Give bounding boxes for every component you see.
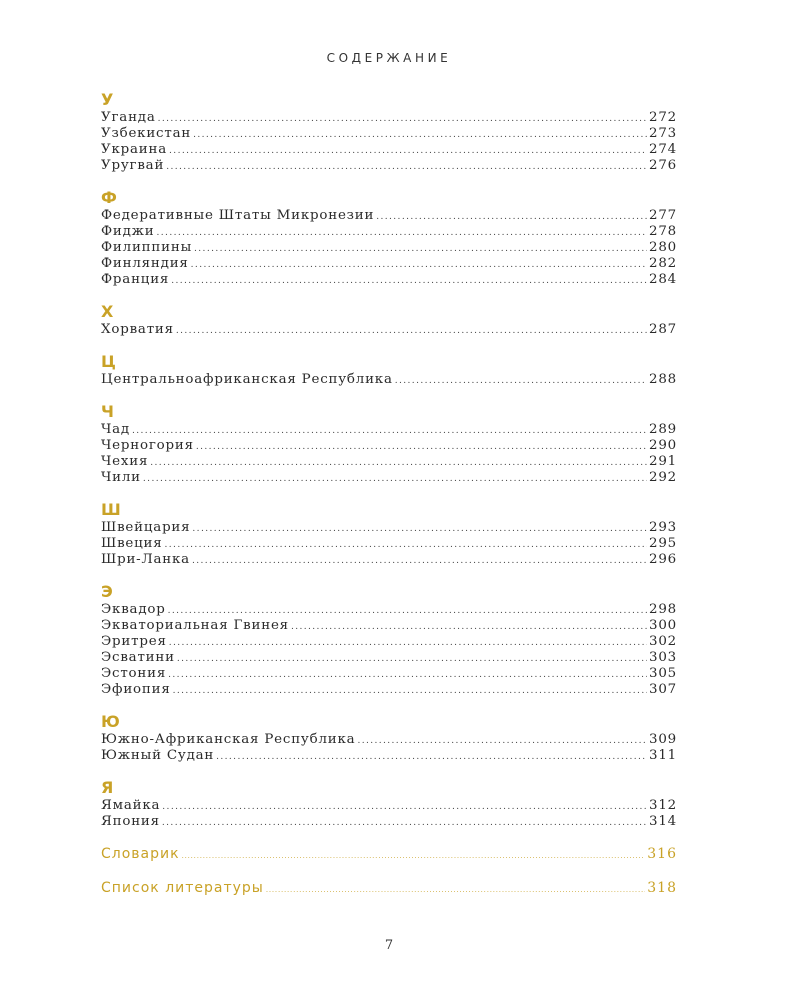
entry-page-number: 284 (649, 272, 677, 287)
toc-entry[interactable] (101, 110, 677, 126)
entry-page-number: 293 (649, 520, 677, 535)
section-letter: Ч (101, 402, 114, 421)
dot-leader (194, 241, 647, 257)
section-letter: Ф (101, 188, 117, 207)
entry-page-number: 273 (649, 126, 677, 141)
entry-page-number: 272 (649, 110, 677, 125)
entry-title: Швеция (101, 536, 163, 551)
entry-page-number: 291 (649, 454, 677, 469)
toc-entry[interactable] (101, 552, 677, 568)
entry-title: Федеративные Штаты Микронезии (101, 208, 375, 223)
toc-section (101, 302, 677, 338)
toc-entry[interactable] (101, 322, 677, 338)
entry-title: Центральноафриканская Республика (101, 372, 393, 387)
dot-leader (165, 537, 648, 553)
entry-page-number: 300 (649, 618, 677, 633)
section-letter: Ц (101, 352, 116, 371)
entry-title: Филиппины (101, 240, 193, 255)
toc-entry[interactable] (101, 650, 677, 666)
dot-leader (192, 521, 647, 537)
toc-entry[interactable] (101, 224, 677, 240)
toc-entry[interactable] (101, 798, 677, 814)
entry-title: Уганда (101, 110, 156, 125)
toc-entry[interactable] (101, 666, 677, 682)
toc-entry[interactable] (101, 256, 677, 272)
entry-title: Черногория (101, 438, 194, 453)
entry-page-number: 295 (649, 536, 677, 551)
entry-page-number: 303 (649, 650, 677, 665)
entry-page-number: 282 (649, 256, 677, 271)
entry-page-number: 318 (647, 880, 677, 896)
entry-title: Эсватини (101, 650, 175, 665)
running-head: СОДЕРЖАНИЕ (326, 51, 452, 65)
toc-section (101, 188, 677, 288)
section-letter: Я (101, 778, 114, 797)
dot-leader (182, 846, 646, 866)
entry-title: Узбекистан (101, 126, 192, 141)
section-letter: Ю (101, 712, 120, 731)
entry-title: Чехия (101, 454, 149, 469)
dot-leader (216, 749, 647, 765)
dot-leader (157, 225, 648, 241)
toc-entry[interactable] (101, 126, 677, 142)
entry-page-number: 305 (649, 666, 677, 681)
entry-page-number: 289 (649, 422, 677, 437)
page-number: 7 (384, 938, 394, 953)
entry-title: Хорватия (101, 322, 174, 337)
dot-leader (376, 209, 647, 225)
entry-page-number: 311 (649, 748, 677, 763)
dot-leader (357, 733, 647, 749)
toc-entry[interactable] (101, 372, 677, 388)
entry-title: Эритрея (101, 634, 167, 649)
entry-title: Эфиопия (101, 682, 171, 697)
dot-leader (169, 635, 647, 651)
toc-extra-entry[interactable] (101, 878, 677, 898)
entry-title: Словарик (101, 846, 180, 862)
toc-entry[interactable] (101, 142, 677, 158)
entry-page-number: 290 (649, 438, 677, 453)
toc-entry[interactable] (101, 240, 677, 256)
toc-entry[interactable] (101, 470, 677, 486)
section-letter: У (101, 90, 114, 109)
toc-extra-section (101, 844, 677, 864)
entry-title: Ямайка (101, 798, 161, 813)
entry-page-number: 307 (649, 682, 677, 697)
entry-page-number: 302 (649, 634, 677, 649)
dot-leader (169, 143, 647, 159)
toc-entry[interactable] (101, 438, 677, 454)
toc-entry[interactable] (101, 536, 677, 552)
entry-title: Финляндия (101, 256, 189, 271)
entry-title: Чад (101, 422, 130, 437)
dot-leader (395, 373, 647, 389)
dot-leader (176, 323, 647, 339)
dot-leader (162, 799, 647, 815)
entry-page-number: 314 (649, 814, 677, 829)
toc-entry[interactable] (101, 732, 677, 748)
entry-title: Уругвай (101, 158, 165, 173)
entry-title: Украина (101, 142, 168, 157)
dot-leader (150, 455, 647, 471)
entry-page-number: 278 (649, 224, 677, 239)
toc-entry[interactable] (101, 602, 677, 618)
dot-leader (192, 553, 647, 569)
entry-page-number: 309 (649, 732, 677, 747)
entry-title: Эстония (101, 666, 167, 681)
entry-page-number: 280 (649, 240, 677, 255)
toc-entry[interactable] (101, 158, 677, 174)
toc-section (101, 90, 677, 174)
toc-entry[interactable] (101, 682, 677, 698)
entry-title: Южно-Африканская Республика (101, 732, 356, 747)
entry-page-number: 312 (649, 798, 677, 813)
toc-entry[interactable] (101, 748, 677, 764)
table-of-contents (101, 90, 677, 912)
entry-title: Список литературы (101, 880, 264, 896)
entry-title: Швейцария (101, 520, 191, 535)
toc-section (101, 500, 677, 568)
entry-page-number: 298 (649, 602, 677, 617)
dot-leader (132, 423, 647, 439)
toc-section (101, 712, 677, 764)
toc-entry[interactable] (101, 618, 677, 634)
entry-title: Япония (101, 814, 160, 829)
entry-page-number: 277 (649, 208, 677, 223)
toc-entry[interactable] (101, 634, 677, 650)
dot-leader (177, 651, 647, 667)
entry-title: Франция (101, 272, 170, 287)
section-letter: Ш (101, 500, 121, 519)
toc-entry[interactable] (101, 454, 677, 470)
entry-title: Эквадор (101, 602, 166, 617)
dot-leader (166, 159, 647, 175)
entry-page-number: 292 (649, 470, 677, 485)
toc-extra-entry[interactable] (101, 844, 677, 864)
toc-entry[interactable] (101, 272, 677, 288)
entry-title: Чили (101, 470, 141, 485)
dot-leader (196, 439, 647, 455)
toc-section (101, 582, 677, 698)
entry-title: Южный Судан (101, 748, 215, 763)
dot-leader (291, 619, 647, 635)
toc-extra-section (101, 878, 677, 898)
entry-page-number: 316 (647, 846, 677, 862)
entry-page-number: 274 (649, 142, 677, 157)
toc-entry[interactable] (101, 422, 677, 438)
toc-section (101, 778, 677, 830)
entry-page-number: 276 (649, 158, 677, 173)
section-letter: Э (101, 582, 113, 601)
dot-leader (191, 257, 647, 273)
entry-title: Экваториальная Гвинея (101, 618, 289, 633)
toc-section (101, 352, 677, 388)
entry-title: Шри-Ланка (101, 552, 190, 567)
dot-leader (266, 880, 645, 900)
toc-entry[interactable] (101, 208, 677, 224)
entry-page-number: 287 (649, 322, 677, 337)
dot-leader (171, 273, 647, 289)
toc-entry[interactable] (101, 814, 677, 830)
dot-leader (158, 111, 647, 127)
entry-page-number: 296 (649, 552, 677, 567)
dot-leader (162, 815, 647, 831)
dot-leader (168, 603, 647, 619)
entry-page-number: 288 (649, 372, 677, 387)
section-letter: Х (101, 302, 114, 321)
dot-leader (173, 683, 647, 699)
entry-title: Фиджи (101, 224, 155, 239)
dot-leader (168, 667, 647, 683)
toc-entry[interactable] (101, 520, 677, 536)
dot-leader (143, 471, 647, 487)
dot-leader (193, 127, 647, 143)
toc-section (101, 402, 677, 486)
